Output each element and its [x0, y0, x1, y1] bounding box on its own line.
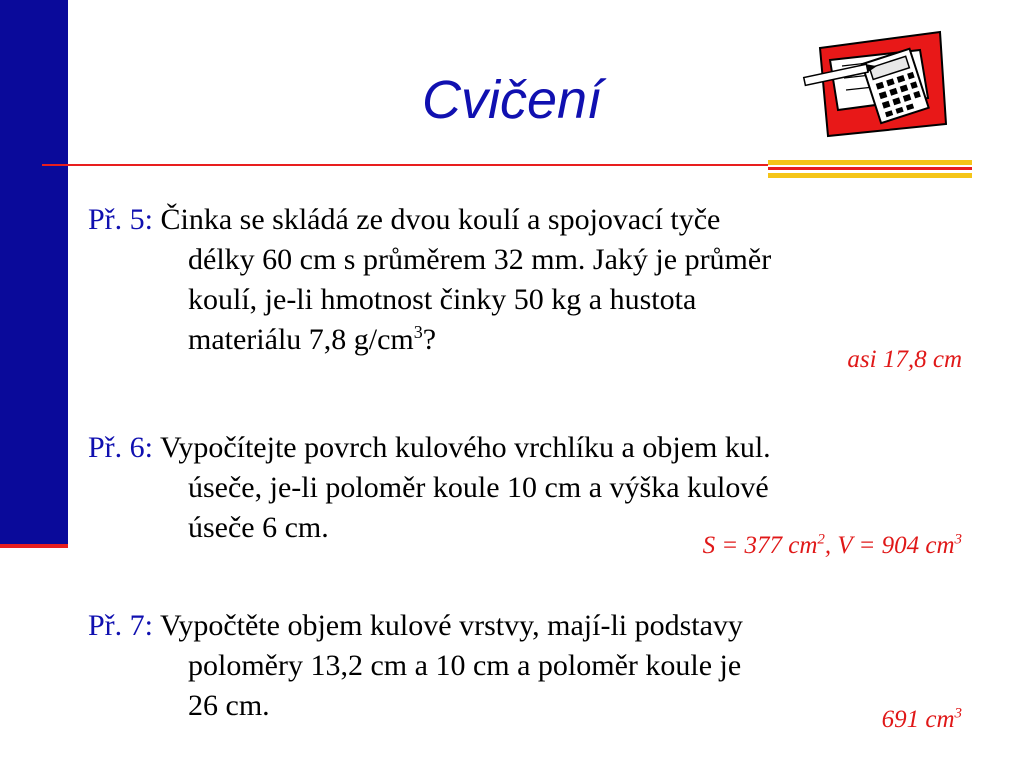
problem-6-line2: úseče, je-li poloměr koule 10 cm a výška kulové [188, 471, 769, 504]
problem-6-line1: Vypočítejte povrch kulového vrchlíku a objem kul. [159, 431, 771, 464]
title-rule [42, 164, 768, 166]
problem-7-line3: 26 cm. [188, 689, 270, 722]
problem-5-answer: asi 17,8 cm [847, 346, 962, 373]
problem-5-line4: materiálu 7,8 $g/cm^3$? [188, 322, 437, 356]
sidebar-accent [0, 544, 68, 548]
problem-7-answer: 691 $cm^3$ [881, 705, 962, 733]
slide-title: Cvičení [421, 70, 603, 130]
accent-rule-bottom [768, 173, 972, 178]
problem-5-line2: délky 60 cm s průměrem 32 mm. Jaký je průměr [188, 243, 772, 276]
problem-6 [88, 428, 998, 548]
problem-5-line3: koulí, je-li hmotnost činky 50 kg a hustota [188, 283, 697, 316]
accent-rule-top [768, 160, 972, 165]
problem-5 [88, 200, 998, 360]
problem-6-line3: úseče 6 cm. [188, 511, 329, 544]
problem-6-label: Př. 6: [88, 431, 154, 464]
problem-5-label: Př. 5: [88, 203, 154, 236]
problem-7-line2: poloměry 13,2 cm a 10 cm a poloměr koule je [188, 649, 742, 682]
problem-7-label: Př. 7: [88, 609, 154, 642]
problem-7 [88, 606, 998, 726]
problem-5-line1: Činka se skládá ze dvou koulí a spojovací tyče [160, 203, 721, 236]
accent-rule-middle [768, 167, 972, 170]
problem-7-line1: Vypočtěte objem kulové vrstvy, mají-li podstavy [159, 609, 743, 642]
problem-6-answer: S = 377 $cm^2$, V = 904 $cm^3$ [702, 531, 962, 559]
notepad-calculator-icon [800, 20, 950, 140]
